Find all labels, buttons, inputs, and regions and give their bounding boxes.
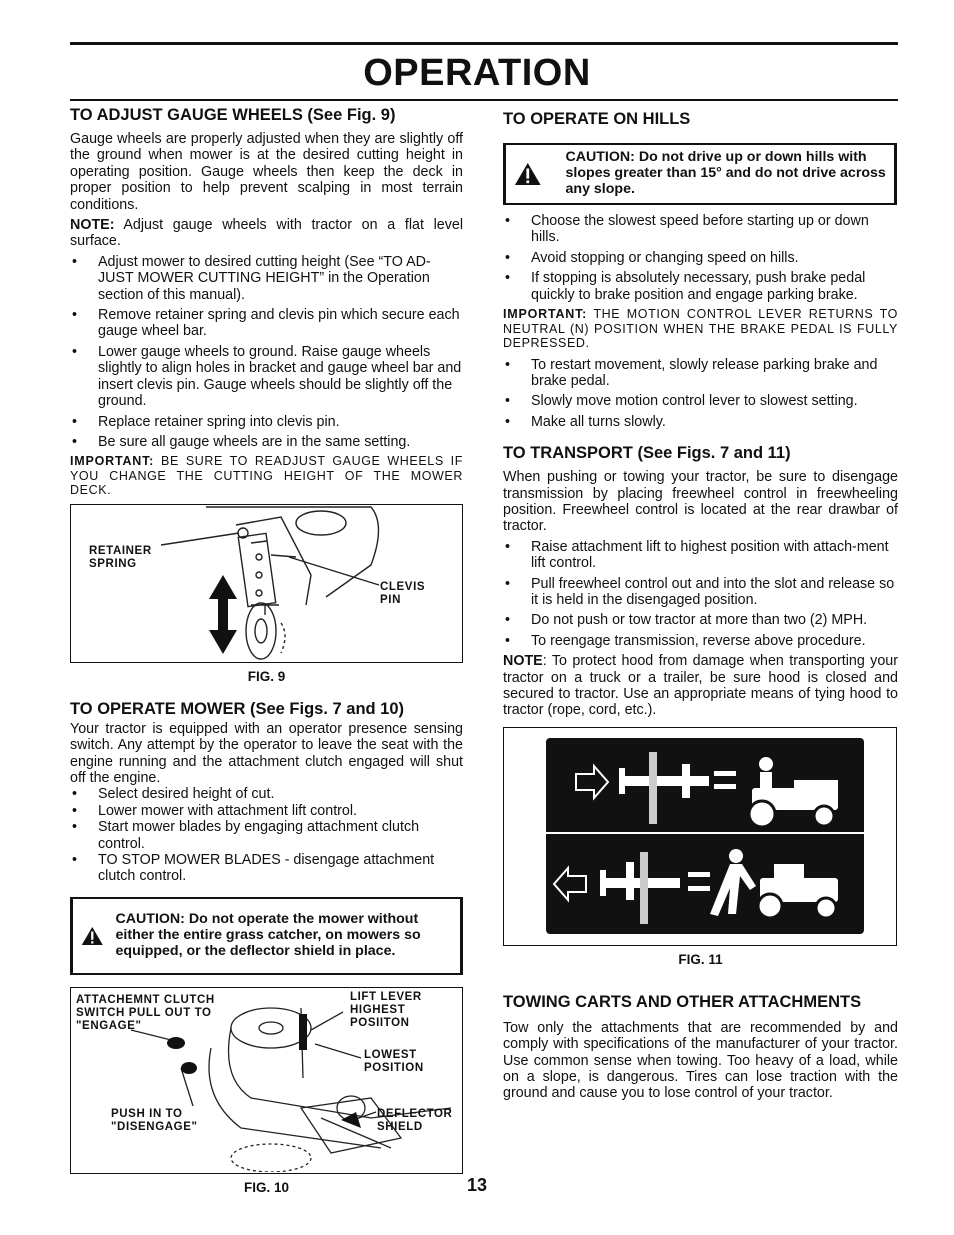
list-item: • Choose the slowest speed before starting up or down hills. <box>503 213 898 246</box>
list-item: • Start mower blades by engaging attachment clutch control. <box>70 819 463 852</box>
label-lowest-position: LOWEST POSITION <box>364 1048 424 1074</box>
label-clevis-pin: CLEVIS PIN <box>380 580 426 606</box>
gauge-wheels-section <box>70 106 463 498</box>
list-item: • Avoid stopping or changing speed on hills. <box>503 250 898 266</box>
left-column <box>70 106 463 1201</box>
list-item: • Slowly move motion control lever to slowest setting. <box>503 393 898 409</box>
transport-paragraph: When pushing or towing your tractor, be sure to disengage transmission by placing freewheel control in freewheeling position. Freewheel control is located at the rear drawbar of tractor. <box>503 469 898 535</box>
list-item: • TO STOP MOWER BLADES - disengage attachment clutch control. <box>70 852 463 885</box>
fig10-caption: FIG. 10 <box>243 1179 289 1195</box>
towing-heading: TOWING CARTS AND OTHER ATTACHMENTS <box>503 992 862 1011</box>
note-text: : To protect hood from damage when transporting your tractor on a truck or a trailer, be sure hood is closed and secured to tractor. Use an appropriate means of tying hood to tractor (rope, cord, etc.). <box>503 653 898 719</box>
list-item: • Adjust mower to desired cutting height (See “TO AD-JUST MOWER CUTTING HEIGHT” in the Operation section of this manual). <box>70 254 463 303</box>
label-deflector-shield: DEFLECTOR SHIELD <box>377 1107 453 1133</box>
title-underline <box>70 99 898 101</box>
gauge-wheels-paragraph: Gauge wheels are properly adjusted when they are slightly off the ground when mower is at the desired cutting height in operating position. Gauge wheels then keep the deck in proper position to help prevent scalping in most terrain conditions. <box>70 131 463 213</box>
transport-steps <box>503 539 898 649</box>
transport-note <box>503 653 898 719</box>
list-item: • To restart movement, slowly release parking brake and brake pedal. <box>503 357 898 390</box>
page-number: 13 <box>466 1175 488 1195</box>
operate-mower-steps <box>70 786 463 884</box>
list-item: • Remove retainer spring and clevis pin which secure each gauge wheel bar. <box>70 307 463 340</box>
page-title: OPERATION <box>363 52 591 94</box>
list-item: • Do not push or tow tractor at more than two (2) MPH. <box>503 612 898 628</box>
hills-section <box>503 110 898 430</box>
label-lift-lever: LIFT LEVER HIGHEST POSIITON <box>350 990 422 1029</box>
fig11-caption: FIG. 11 <box>678 951 723 967</box>
list-item: • Lower gauge wheels to ground. Raise gauge wheels slightly to align holes in bracket and gauge wheel bar and insert clevis pin. Gauge wheels should be slightly off the ground. <box>70 344 463 410</box>
hills-caution-text: CAUTION: Do not drive up or down hills with slopes greater than 15° and do not drive across any slope. <box>565 149 886 197</box>
list-item: • Be sure all gauge wheels are in the same setting. <box>70 434 463 450</box>
hills-important <box>503 307 898 351</box>
hills-steps <box>503 213 898 303</box>
important-text: THE MOTION CONTROL LEVER RETURNS TO NEUTRAL (N) POSITION WHEN THE BRAKE PEDAL IS FULLY DEPRESSED. <box>503 307 898 351</box>
note-text: Adjust gauge wheels with tractor on a flat level surface. <box>70 217 463 250</box>
list-item: • Raise attachment lift to highest position with attach-ment lift control. <box>503 539 898 572</box>
operate-mower-section <box>70 700 463 975</box>
gauge-wheels-heading: TO ADJUST GAUGE WHEELS (See Fig. 9) <box>70 106 396 124</box>
operate-mower-paragraph: Your tractor is equipped with an operator presence sensing switch. Any attempt by the operator to leave the seat with the engine running and the attachment clutch engaged will shut off the engine. <box>70 720 463 787</box>
towing-section <box>503 993 898 1102</box>
fig9-illustration <box>70 504 463 663</box>
label-retainer-spring: RETAINER SPRING <box>89 544 152 570</box>
warning-icon <box>81 910 104 962</box>
list-item: • Make all turns slowly. <box>503 414 898 430</box>
label-attachment-clutch: ATTACHEMNT CLUTCH SWITCH PULL OUT TO "ENGAGE" <box>76 993 215 1032</box>
important-label: IMPORTANT: <box>503 307 588 322</box>
hills-caution-box <box>503 143 897 205</box>
transport-section <box>503 444 898 719</box>
note-label: NOTE <box>503 653 543 670</box>
gauge-wheels-important <box>70 454 463 498</box>
list-item: • Select desired height of cut. <box>70 786 463 802</box>
gauge-wheels-note <box>70 217 463 250</box>
list-item: • To reengage transmission, reverse above procedure. <box>503 633 898 649</box>
note-label: NOTE: <box>70 217 115 234</box>
towing-paragraph: Tow only the attachments that are recommended by and comply with specifications of the manufacturer of your tractor. Use common sense when towing. Too heavy of a load, while on a slope, is dangerous. Tires can lose traction with the ground and cause you to lose control of your tractor. <box>503 1019 898 1102</box>
list-item: • Lower mower with attachment lift control. <box>70 803 463 819</box>
hills-steps-2 <box>503 357 898 431</box>
warning-icon <box>514 149 542 199</box>
fig9-caption: FIG. 9 <box>247 668 286 684</box>
top-rule <box>70 42 898 45</box>
list-item: • If stopping is absolutely necessary, push brake pedal quickly to brake position and engage parking brake. <box>503 270 898 303</box>
fig10-illustration <box>70 987 463 1174</box>
list-item: • Replace retainer spring into clevis pin. <box>70 414 463 430</box>
mower-caution-text: CAUTION: Do not operate the mower without either the entire grass catcher, on mowers so equipped, or the deflector shield in place. <box>115 911 421 959</box>
operate-mower-heading: TO OPERATE MOWER (See Figs. 7 and 10) <box>70 699 405 718</box>
freewheel-drawing <box>504 728 896 944</box>
list-item: • Pull freewheel control out and into the slot and release so it is held in the disengaged position. <box>503 576 898 609</box>
label-push-in: PUSH IN TO "DISENGAGE" <box>111 1107 198 1133</box>
important-text: BE SURE TO READJUST GAUGE WHEELS IF YOU CHANGE THE CUTTING HEIGHT OF THE MOWER DECK. <box>70 454 463 498</box>
right-column <box>503 110 898 1106</box>
gauge-wheels-steps <box>70 254 463 450</box>
fig11-illustration <box>503 727 897 946</box>
important-label: IMPORTANT: <box>70 454 155 469</box>
transport-heading: TO TRANSPORT (See Figs. 7 and 11) <box>503 444 791 463</box>
mower-caution-box <box>70 897 463 975</box>
hills-heading: TO OPERATE ON HILLS <box>503 110 691 128</box>
